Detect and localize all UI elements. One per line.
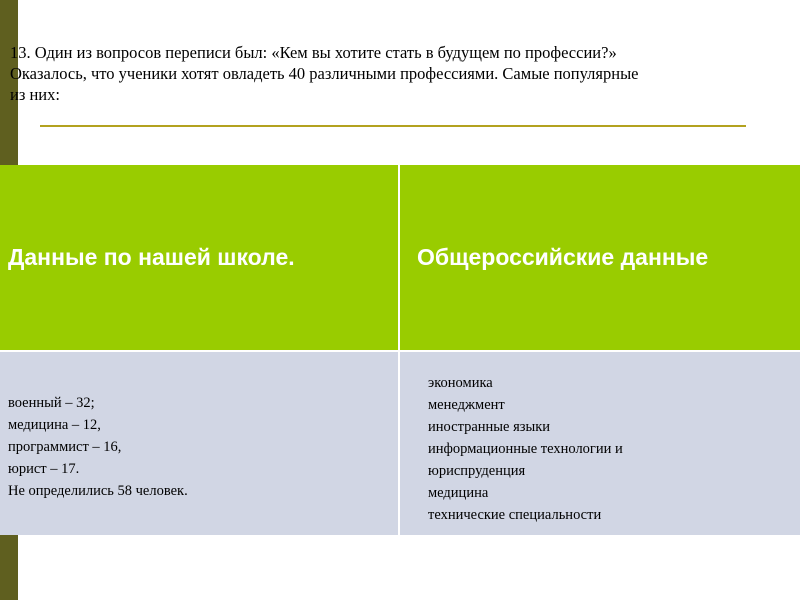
header-school-data	[0, 165, 400, 350]
intro-line: Оказалось, что ученики хотят овладеть 40 различными профессиями. Самые популярные	[10, 64, 639, 83]
decorative-side-bar-bottom	[0, 535, 18, 600]
divider-line	[40, 125, 746, 127]
header-school-label: Данные по нашей школе.	[8, 244, 295, 270]
school-data-cell	[0, 350, 400, 535]
school-data-item: военный – 32;	[8, 395, 95, 411]
russia-data-item: иностранные языки	[428, 419, 551, 435]
school-data-item: программист – 16,	[8, 439, 122, 455]
russia-data-item: медицина	[428, 485, 489, 501]
header-russia-label: Общероссийские данные	[417, 244, 709, 270]
russia-data-cell	[400, 350, 800, 535]
intro-text	[10, 42, 780, 105]
intro-line: из них:	[10, 85, 60, 104]
school-data-item: медицина – 12,	[8, 417, 101, 433]
russia-data-item: информационные технологии и	[428, 441, 623, 457]
school-data-item: юрист – 17.	[8, 461, 80, 477]
russia-data-item: технические специальности	[428, 507, 602, 523]
russia-data-item: юриспруденция	[428, 463, 526, 479]
intro-line: 13. Один из вопросов переписи был: «Кем вы хотите стать в будущем по профессии?»	[10, 43, 617, 62]
russia-data-item: экономика	[428, 375, 493, 391]
comparison-table	[0, 165, 800, 535]
school-data-item: Не определились 58 человек.	[8, 483, 188, 499]
russia-data-item: менеджмент	[428, 397, 505, 413]
header-russia-data	[400, 165, 800, 350]
